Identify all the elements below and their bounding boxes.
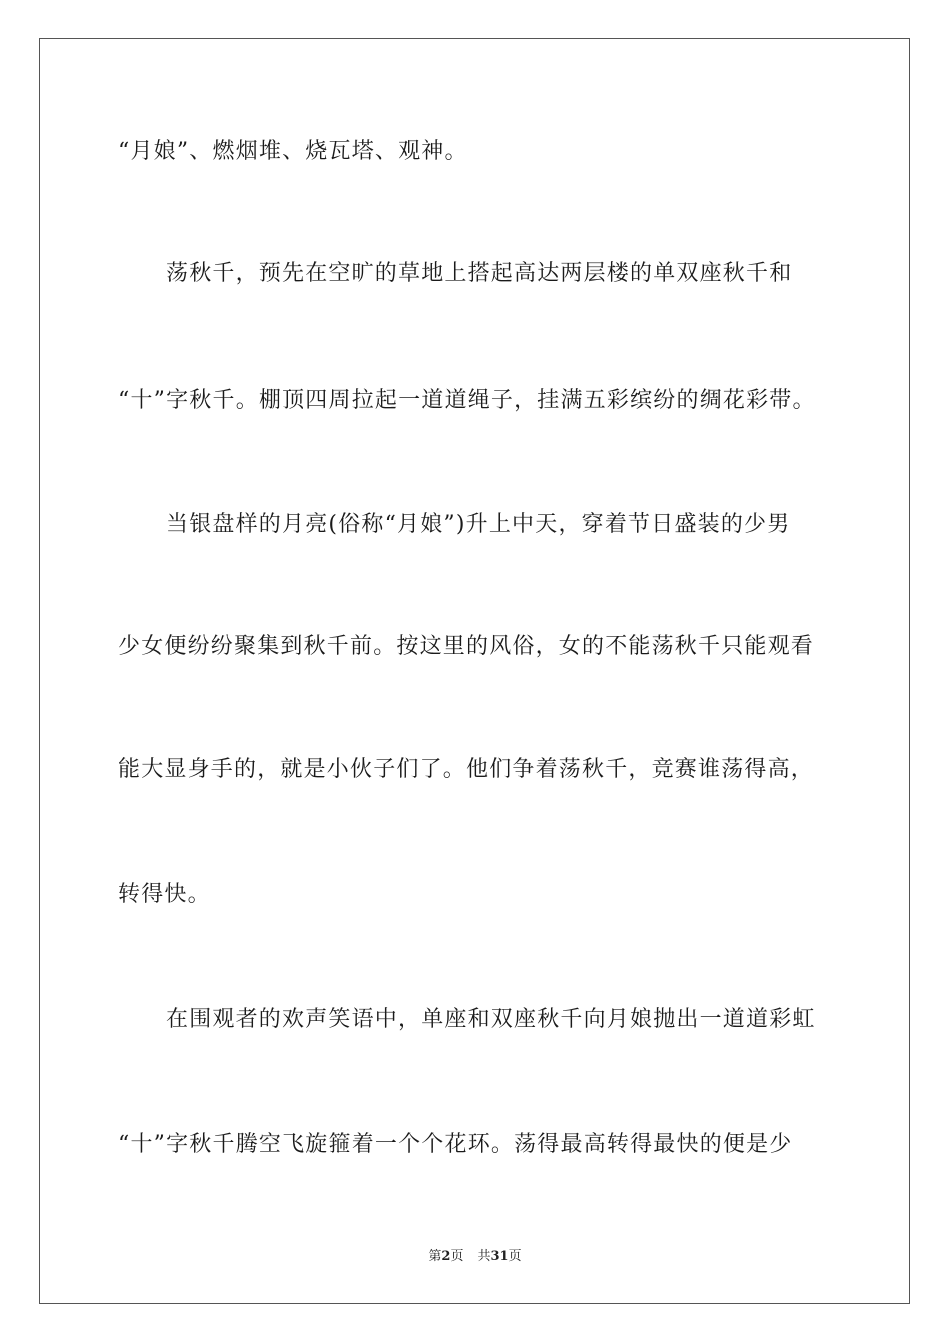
text-line-9: “十”字秋千腾空飞旋箍着一个个花环。荡得最高转得最快的便是少 — [118, 1132, 793, 1157]
text-line-4: 当银盘样的月亮(俗称“月娘”)升上中天，穿着节日盛装的少男 — [166, 512, 791, 537]
text-line-5: 少女便纷纷聚集到秋千前。按这里的风俗，女的不能荡秋千只能观看 — [118, 634, 815, 659]
footer-total-suffix: 页 — [508, 1249, 522, 1264]
page-footer — [0, 1248, 950, 1266]
text-line-2: 荡秋千，预先在空旷的草地上搭起高达两层楼的单双座秋千和 — [166, 261, 793, 286]
text-line-3: “十”字秋千。棚顶四周拉起一道道绳子，挂满五彩缤纷的绸花彩带。 — [118, 388, 816, 413]
text-line-8: 在围观者的欢声笑语中，单座和双座秋千向月娘抛出一道道彩虹 — [166, 1007, 816, 1032]
text-line-7: 转得快。 — [118, 882, 211, 907]
footer-page-number: 2 — [441, 1249, 451, 1264]
page-border — [39, 38, 910, 1304]
footer-total-pages: 31 — [490, 1249, 509, 1264]
footer-total-prefix: 共 — [477, 1249, 491, 1264]
text-line-1: “月娘”、燃烟堆、烧瓦塔、观神。 — [118, 139, 468, 164]
footer-page-suffix: 页 — [450, 1249, 464, 1264]
footer-page-prefix: 第 — [428, 1249, 442, 1264]
text-line-6: 能大显身手的，就是小伙子们了。他们争着荡秋千，竞赛谁荡得高， — [118, 757, 815, 782]
